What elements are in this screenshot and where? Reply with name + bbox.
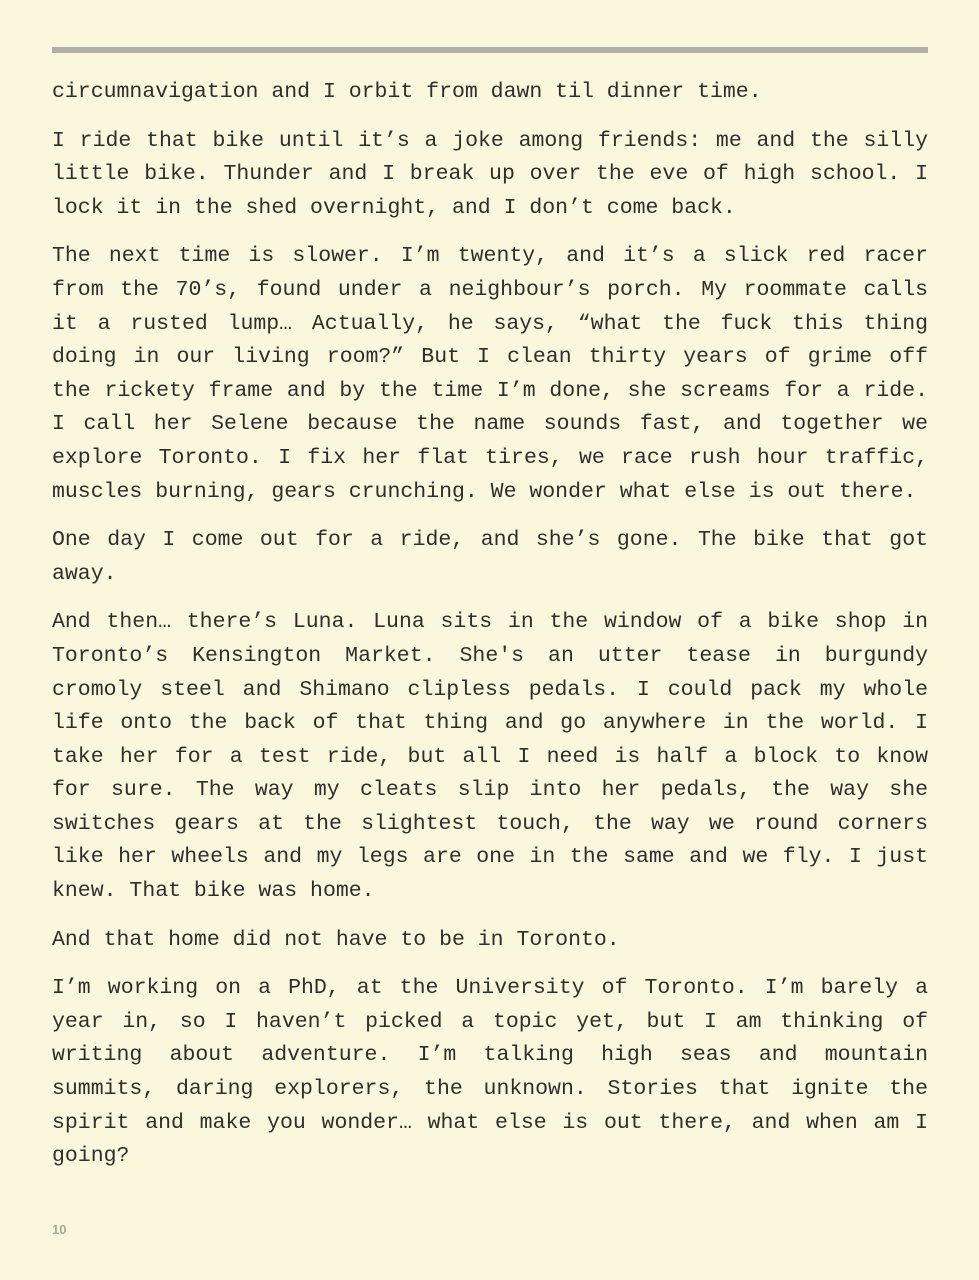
top-rule	[52, 47, 928, 53]
page-body	[52, 76, 928, 1189]
paragraph: I ride that bike until it’s a joke among friends: me and the silly little bike. Thunder and I break up over the eve of high school. I lock it in the shed overnight, and I don’t come back.	[52, 128, 928, 220]
paragraph: And that home did not have to be in Toronto.	[52, 927, 620, 952]
paragraph: circumnavigation and I orbit from dawn til dinner time.	[52, 80, 762, 104]
paragraph: I’m working on a PhD, at the University of Toronto. I’m barely a year in, so I haven’t picked a topic yet, but I am thinking of writing about adventure. I’m talking high seas and mountain summits, daring explorers, the unknown. Stories that ignite the spirit and make you wonder… what else is out there, and when am I going?	[52, 976, 928, 1169]
paragraph: And then… there’s Luna. Luna sits in the window of a bike shop in Toronto’s Kensington Market. She's an utter tease in burgundy cromoly steel and Shimano clipless pedals. I could pack my whole life onto the back of that thing and go anywhere in the world. I take her for a test ride, but all I need is half a block to know for sure. The way my cleats slip into her pedals, the way she switches gears at the slightest touch, the way we round corners like her wheels and my legs are one in the same and we fly. I just knew. That bike was home.	[52, 610, 928, 904]
paragraph: One day I come out for a ride, and she’s gone. The bike that got away.	[52, 528, 928, 586]
paragraph: The next time is slower. I’m twenty, and it’s a slick red racer from the 70’s, found under a neighbour’s porch. My roommate calls it a rusted lump… Actually, he says, “what the fuck this thing doing in our living room?” But I clean thirty years of grime off the rickety frame and by the time I’m done, she screams for a ride. I call her Selene because the name sounds fast, and together we explore Toronto. I fix her flat tires, we race rush hour traffic, muscles burning, gears crunching. We wonder what else is out there.	[52, 244, 928, 504]
page-number: 10	[52, 1222, 67, 1237]
